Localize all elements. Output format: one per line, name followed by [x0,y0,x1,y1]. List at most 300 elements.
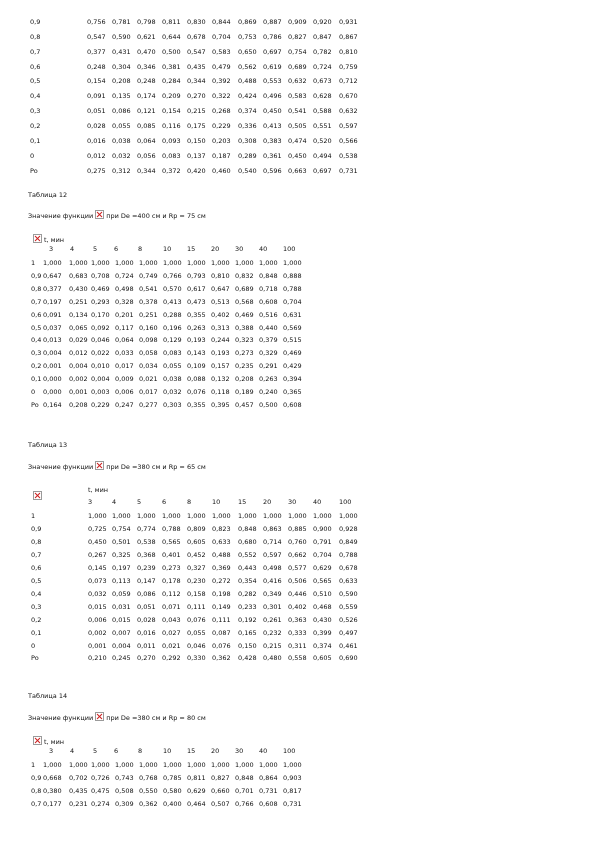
title-text: Значение функции [28,212,94,220]
table-cell: 0,154 [162,107,181,116]
table-cell: 0,440 [259,323,278,332]
table-cell: 0,032 [88,589,107,598]
table-cell: 0,210 [88,654,107,663]
table-cell: 0,749 [139,271,158,280]
table-cell: 0,329 [259,349,278,358]
table-cell: 0,565 [162,537,181,546]
row-label: 0,9 [31,524,42,533]
row-label: 0,6 [30,62,41,71]
row-label: 0,1 [30,136,41,145]
table-cell: 0,680 [238,537,257,546]
table-cell: 0,443 [238,563,257,572]
table-cell: 0,690 [339,654,358,663]
table-cell: 0,452 [187,550,206,559]
table-cell: 0,678 [187,32,206,41]
table-cell: 0,731 [283,799,302,808]
table-cell: 0,116 [162,121,181,130]
row-label: 0,3 [31,602,42,611]
table-cell: 0,566 [339,136,358,145]
column-header: 10 [163,747,172,755]
column-header: 40 [313,498,322,506]
table-cell: 0,383 [263,136,282,145]
table-cell: 0,515 [283,336,302,345]
t-label: t, мин [44,236,65,244]
table-cell: 0,697 [313,166,332,175]
table-cell: 0,569 [283,323,302,332]
table-cell: 1,000 [187,512,206,520]
table-cell: 0,788 [162,524,181,533]
table-cell: 0,381 [162,62,181,71]
table-cell: 0,143 [187,349,206,358]
table-cell: 0,109 [187,362,206,371]
title-params: при De =380 см и Rp = 65 см [106,463,206,471]
table-cell: 0,111 [212,615,231,624]
table-cell: 0,583 [212,47,231,56]
table-cell: 0,197 [112,563,131,572]
table-cell: 0,650 [238,47,257,56]
row-label: Po [30,166,38,175]
row-label: 0,4 [31,336,42,345]
table-cell: 0,313 [211,323,230,332]
table-cell: 0,001 [88,641,107,650]
table-cell: 0,647 [43,271,62,280]
column-header: 8 [187,498,192,506]
title-params: при De =400 см и Rp = 75 см [106,212,206,220]
table-cell: 0,251 [69,297,88,306]
table-cell: 0,394 [283,375,302,384]
table-cell: 0,632 [288,77,307,86]
table-cell: 0,088 [187,375,206,384]
table-cell: 0,402 [211,310,230,319]
table-cell: 0,513 [211,297,230,306]
table-cell: 0,605 [313,654,332,663]
broken-image-icon [95,210,104,219]
row-label: Po [31,654,39,663]
table-cell: 0,289 [238,151,257,160]
table-cell: 0,553 [263,77,282,86]
table-cell: 0,275 [87,166,106,175]
table-cell: 0,450 [88,537,107,546]
column-header-corner [31,234,64,244]
table-cell: 0,848 [238,524,257,533]
table-cell: 0,208 [69,400,88,409]
table-cell: 0,500 [162,47,181,56]
table-cell: 0,538 [137,537,156,546]
row-label: 0,8 [31,786,42,795]
row-label: 0,6 [31,310,42,319]
table-cell: 0,051 [137,602,156,611]
table-cell: 0,002 [69,375,88,384]
table-cell: 0,701 [235,786,254,795]
table-cell: 0,457 [235,400,254,409]
table-cell: 0,413 [263,121,282,130]
table-cell: 0,288 [163,310,182,319]
table-cell: 0,608 [259,799,278,808]
table-cell: 0,754 [288,47,307,56]
row-label: 0,5 [31,323,42,332]
table-cell: 0,231 [69,799,88,808]
table-cell: 0,076 [187,388,206,396]
table-cell: 0,844 [212,18,231,26]
title-text: Значение функции [28,714,94,722]
table-cell: 0,270 [187,92,206,101]
table-cell: 0,293 [91,297,110,306]
table-cell: 0,903 [283,773,302,782]
row-label: 0,9 [30,18,41,26]
table-cell: 0,233 [238,602,257,611]
table-cell: 0,003 [91,388,110,396]
column-header: 15 [238,498,247,506]
table-cell: 0,401 [162,550,181,559]
table-cell: 0,361 [263,151,282,160]
table-cell: 0,468 [313,602,332,611]
column-header: 6 [162,498,167,506]
table-cell: 0,006 [115,388,134,396]
table-cell: 1,000 [259,259,278,267]
table-cell: 0,363 [288,615,307,624]
table-cell: 0,344 [187,77,206,86]
table-cell: 0,506 [288,576,307,585]
table-cell: 0,301 [263,602,282,611]
table-cell: 0,374 [238,107,257,116]
table-cell: 1,000 [162,512,181,520]
table-cell: 0,004 [91,375,110,384]
table-cell: 0,248 [87,62,106,71]
row-label: 0,1 [31,375,42,384]
table-cell: 0,093 [162,136,181,145]
row-label: 0,2 [30,121,41,130]
table-cell: 0,577 [288,563,307,572]
table-cell: 0,273 [235,349,254,358]
table-cell: 0,091 [43,310,62,319]
table-cell: 0,725 [88,524,107,533]
table-cell: 0,000 [43,388,62,396]
t-label: t, мин [88,486,109,494]
row-label: 0 [31,641,36,650]
table-cell: 0,034 [139,362,158,371]
table-cell: 0,473 [187,297,206,306]
table-cell: 0,810 [211,271,230,280]
table-cell: 0,430 [69,284,88,293]
table-cell: 0,083 [163,349,182,358]
table-cell: 0,817 [283,786,302,795]
table-cell: 0,038 [112,136,131,145]
table-cell: 0,619 [263,62,282,71]
column-header: 3 [49,747,54,755]
table-cell: 0,010 [91,362,110,371]
table-cell: 0,083 [162,151,181,160]
table-cell: 0,092 [91,323,110,332]
table-cell: 1,000 [235,761,254,769]
table-cell: 0,510 [313,589,332,598]
table-cell: 1,000 [283,259,302,267]
table-cell: 0,900 [313,524,332,533]
table-cell: 0,461 [339,641,358,650]
table-cell: 0,170 [91,310,110,319]
table-cell: 0,006 [88,615,107,624]
table-cell: 1,000 [211,259,230,267]
table-title [28,712,206,722]
table-cell: 0,416 [263,576,282,585]
table-cell: 0,021 [162,641,181,650]
table-cell: 0,551 [313,121,332,130]
table-cell: 0,177 [43,799,62,808]
table-cell: 0,558 [288,654,307,663]
table-cell: 0,388 [235,323,254,332]
table-cell: 1,000 [259,761,278,769]
table-cell: 0,087 [212,628,231,637]
table-cell: 0,547 [187,47,206,56]
table-cell: 0,887 [263,18,282,26]
table-cell: 0,928 [339,524,358,533]
table-cell: 0,215 [263,641,282,650]
table-cell: 1,000 [238,512,257,520]
table-cell: 0,863 [263,524,282,533]
table-cell: 0,450 [288,151,307,160]
table-cell: 0,464 [187,799,206,808]
table-cell: 0,037 [43,323,62,332]
table-cell: 0,633 [212,537,231,546]
table-cell: 0,111 [187,602,206,611]
table-cell: 0,113 [112,576,131,585]
table-cell: 1,000 [235,259,254,267]
table-cell: 0,309 [115,799,134,808]
table-cell: 0,827 [288,32,307,41]
broken-image-icon [33,491,42,500]
table-cell: 0,647 [211,284,230,293]
column-header: 100 [283,245,296,253]
table-cell: 0,129 [163,336,182,345]
table-cell: 0,327 [187,563,206,572]
column-header: 8 [138,747,143,755]
table-cell: 0,562 [238,62,257,71]
column-header: 6 [114,747,119,755]
table-cell: 0,494 [313,151,332,160]
table-cell: 0,724 [115,271,134,280]
broken-image-icon [95,461,104,470]
table-cell: 0,251 [139,310,158,319]
table-cell: 0,362 [139,799,158,808]
table-cell: 0,150 [238,641,257,650]
table-cell: 0,480 [263,654,282,663]
table-cell: 0,303 [163,400,182,409]
column-header: 10 [212,498,221,506]
table-cell: 0,027 [162,628,181,637]
table-cell: 0,365 [283,388,302,396]
table-cell: 0,605 [187,537,206,546]
table-cell: 0,617 [187,284,206,293]
table-cell: 0,232 [263,628,282,637]
column-header: 3 [88,498,93,506]
table-cell: 0,704 [212,32,231,41]
table-cell: 1,000 [339,512,358,520]
table-cell: 1,000 [211,761,230,769]
table-cell: 0,552 [238,550,257,559]
table-cell: 1,000 [69,761,88,769]
table-cell: 1,000 [69,259,88,267]
table-cell: 0,823 [212,524,231,533]
table-cell: 0,827 [211,773,230,782]
column-header: 40 [259,245,268,253]
row-label: 0,7 [31,297,42,306]
table-cell: 0,714 [263,537,282,546]
table-cell: 0,697 [263,47,282,56]
table-cell: 0,055 [163,362,182,371]
table-cell: 0,402 [288,602,307,611]
table-cell: 0,782 [313,47,332,56]
table-cell: 0,424 [238,92,257,101]
row-label: 0,2 [31,615,42,624]
row-label: 0,5 [30,77,41,86]
table-caption: Таблица 12 [28,191,68,199]
column-header-corner [31,736,64,746]
table-cell: 0,056 [137,151,156,160]
table-cell: 0,208 [235,375,254,384]
table-cell: 0,712 [339,77,358,86]
table-cell: 0,374 [313,641,332,650]
table-cell: 0,508 [115,786,134,795]
table-cell: 0,788 [339,550,358,559]
table-cell: 0,085 [137,121,156,130]
table-cell: 0,046 [187,641,206,650]
table-cell: 0,112 [162,589,181,598]
table-cell: 0,849 [339,537,358,546]
table-cell: 0,683 [69,271,88,280]
table-cell: 0,149 [212,602,231,611]
table-cell: 0,248 [137,77,156,86]
table-cell: 1,000 [163,761,182,769]
table-cell: 0,809 [187,524,206,533]
table-cell: 1,000 [88,512,107,520]
column-header: 20 [211,747,220,755]
table-cell: 0,811 [162,18,181,26]
table-cell: 0,282 [238,589,257,598]
table-cell: 1,000 [91,259,110,267]
table-cell: 1,000 [163,259,182,267]
table-cell: 0,244 [211,336,230,345]
table-cell: 0,029 [69,336,88,345]
table-cell: 0,392 [212,77,231,86]
row-label: 0,8 [30,32,41,41]
table-cell: 0,909 [288,18,307,26]
table-cell: 0,379 [259,336,278,345]
table-cell: 0,428 [238,654,257,663]
table-cell: 0,469 [235,310,254,319]
table-cell: 0,474 [288,136,307,145]
table-cell: 0,590 [112,32,131,41]
table-cell: 0,450 [263,107,282,116]
table-cell: 0,073 [88,576,107,585]
table-cell: 0,559 [339,602,358,611]
table-cell: 1,000 [283,761,302,769]
table-cell: 0,354 [238,576,257,585]
table-cell: 0,032 [112,151,131,160]
table-cell: 0,704 [283,297,302,306]
table-cell: 0,644 [162,32,181,41]
table-cell: 0,328 [115,297,134,306]
table-cell: 0,229 [91,400,110,409]
table-cell: 0,633 [339,576,358,585]
table-cell: 0,704 [313,550,332,559]
table-cell: 1,000 [115,761,134,769]
table-cell: 0,215 [187,107,206,116]
table-cell: 0,377 [43,284,62,293]
row-label: 0,3 [30,107,41,116]
table-cell: 0,541 [288,107,307,116]
row-label: 1 [31,761,36,769]
table-cell: 0,520 [313,136,332,145]
column-header: 100 [339,498,352,506]
column-header: 5 [93,747,98,755]
table-cell: 0,689 [235,284,254,293]
table-cell: 0,565 [313,576,332,585]
table-cell: 0,270 [137,654,156,663]
table-cell: 1,000 [187,259,206,267]
row-label: 0 [31,388,36,396]
table-cell: 0,203 [212,136,231,145]
table-cell: 0,121 [137,107,156,116]
table-cell: 0,368 [137,550,156,559]
table-cell: 0,864 [259,773,278,782]
broken-image-icon [95,712,104,721]
table-cell: 0,000 [43,375,62,384]
table-cell: 0,263 [187,323,206,332]
row-label: 1 [31,512,36,520]
row-label: 0,3 [31,349,42,358]
table-cell: 0,479 [212,62,231,71]
table-cell: 1,000 [288,512,307,520]
table-cell: 0,743 [115,773,134,782]
table-cell: 0,209 [162,92,181,101]
table-cell: 0,516 [259,310,278,319]
table-cell: 0,065 [69,323,88,332]
table-cell: 0,460 [212,166,231,175]
table-cell: 0,774 [137,524,156,533]
column-header: 15 [187,245,196,253]
table-cell: 0,632 [339,107,358,116]
table-cell: 0,362 [212,654,231,663]
table-cell: 0,001 [69,388,88,396]
table-cell: 0,158 [187,589,206,598]
table-cell: 0,098 [139,336,158,345]
table-cell: 0,580 [163,786,182,795]
table-cell: 0,570 [163,284,182,293]
table-cell: 0,330 [187,654,206,663]
table-cell: 0,004 [112,641,131,650]
table-cell: 0,673 [313,77,332,86]
table-cell: 0,154 [87,77,106,86]
table-cell: 0,689 [288,62,307,71]
table-cell: 0,810 [339,47,358,56]
table-cell: 0,793 [187,271,206,280]
table-cell: 0,420 [187,166,206,175]
table-cell: 0,369 [212,563,231,572]
table-cell: 0,009 [115,375,134,384]
table-cell: 0,016 [137,628,156,637]
table-cell: 0,668 [43,773,62,782]
table-cell: 0,015 [112,615,131,624]
table-cell: 0,012 [87,151,106,160]
table-cell: 0,274 [91,799,110,808]
table-cell: 0,583 [288,92,307,101]
row-label: 0,6 [31,563,42,572]
table-cell: 0,754 [112,524,131,533]
table-cell: 0,189 [235,388,254,396]
table-cell: 1,000 [139,259,158,267]
row-label: 0,2 [31,362,42,371]
table-cell: 0,312 [112,166,131,175]
table-cell: 0,768 [139,773,158,782]
